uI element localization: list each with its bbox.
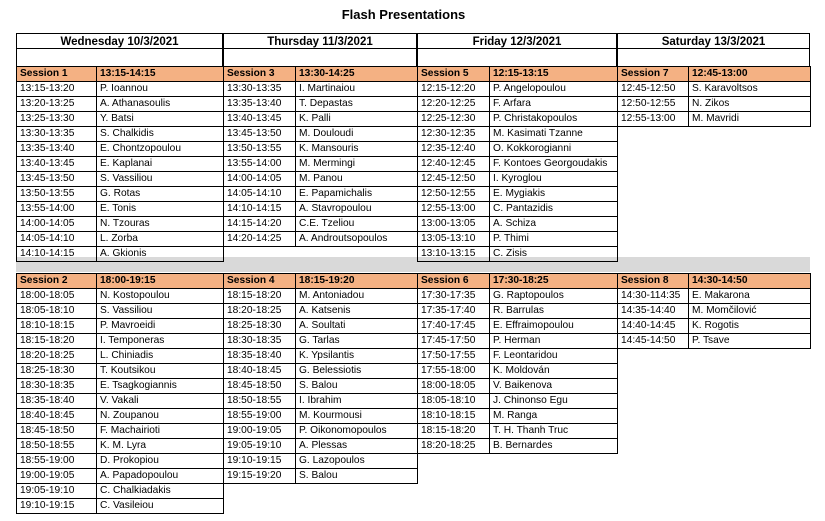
presenter-name: Y. Batsi	[97, 112, 224, 127]
day-header: Wednesday 10/3/2021	[16, 33, 223, 49]
slot-time: 18:30-18:35	[224, 334, 296, 349]
table-row	[618, 304, 811, 319]
presenter-name: F. Kontoes Georgoudakis	[490, 157, 618, 172]
slot-time: 18:05-18:10	[17, 304, 97, 319]
session-header-row	[17, 67, 224, 82]
table-row	[224, 304, 418, 319]
slot-time: 17:35-17:40	[418, 304, 490, 319]
presenter-name: E. Mygiakis	[490, 187, 618, 202]
slot-time: 13:10-13:15	[418, 247, 490, 262]
session-label: Session 2	[17, 274, 97, 289]
table-row	[418, 112, 618, 127]
column-border	[223, 49, 224, 66]
slot-time: 13:50-13:55	[224, 142, 296, 157]
slot-time: 17:40-17:45	[418, 319, 490, 334]
slot-time: 14:10-14:15	[17, 247, 97, 262]
column-border	[809, 49, 810, 66]
presenter-name: K. Palli	[296, 112, 418, 127]
column-border	[16, 49, 17, 66]
slot-time: 14:05-14:10	[224, 187, 296, 202]
slot-time: 17:55-18:00	[418, 364, 490, 379]
slot-time: 13:40-13:45	[17, 157, 97, 172]
slot-time: 12:55-13:00	[618, 112, 689, 127]
table-row	[224, 364, 418, 379]
slot-time: 18:40-18:45	[224, 364, 296, 379]
presenter-name: G. Belessiotis	[296, 364, 418, 379]
session-time-range: 18:15-19:20	[296, 274, 418, 289]
presenter-name: A. Papadopoulou	[97, 469, 224, 484]
slot-time: 13:05-13:10	[418, 232, 490, 247]
table-row	[17, 409, 224, 424]
table-row	[618, 112, 811, 127]
presenter-name: K. Mansouris	[296, 142, 418, 157]
presenter-name: N. Zikos	[689, 97, 811, 112]
presenter-name: G. Tarlas	[296, 334, 418, 349]
table-row	[224, 232, 418, 247]
slot-time: 13:25-13:30	[17, 112, 97, 127]
table-row	[418, 349, 618, 364]
slot-time: 12:45-12:50	[418, 172, 490, 187]
presenter-name: E. Effraimopoulou	[490, 319, 618, 334]
presenter-name: A. Stavropoulou	[296, 202, 418, 217]
slot-time: 18:00-18:05	[418, 379, 490, 394]
table-row	[17, 82, 224, 97]
session-block	[223, 273, 418, 484]
presenter-name: C.E. Tzeliou	[296, 217, 418, 232]
presenter-name: B. Bernardes	[490, 439, 618, 454]
table-row	[17, 364, 224, 379]
table-row	[418, 424, 618, 439]
table-row	[224, 334, 418, 349]
session-block	[417, 273, 618, 454]
session-block	[223, 66, 418, 247]
table-row	[17, 334, 224, 349]
presenter-name: I. Ibrahim	[296, 394, 418, 409]
presenter-name: M. Kasimati Tzanne	[490, 127, 618, 142]
table-row	[418, 217, 618, 232]
slot-time: 13:15-13:20	[17, 82, 97, 97]
table-row	[418, 364, 618, 379]
presenter-name: P. Herman	[490, 334, 618, 349]
presenter-name: M. Momčilović	[689, 304, 811, 319]
presenter-name: K. Moldován	[490, 364, 618, 379]
presenter-name: C. Pantazidis	[490, 202, 618, 217]
slot-time: 12:40-12:45	[418, 157, 490, 172]
presenter-name: S. Vassiliou	[97, 304, 224, 319]
slot-time: 18:15-18:20	[17, 334, 97, 349]
session-block	[16, 273, 224, 514]
presenter-name: C. Vasileiou	[97, 499, 224, 514]
slot-time: 13:35-13:40	[17, 142, 97, 157]
table-row	[17, 127, 224, 142]
session-time-range: 12:15-13:15	[490, 67, 618, 82]
table-row	[224, 187, 418, 202]
presenter-name: T. Koutsikou	[97, 364, 224, 379]
slot-time: 13:30-13:35	[224, 82, 296, 97]
table-row	[224, 97, 418, 112]
presenter-name: M. Kourmousi	[296, 409, 418, 424]
slot-time: 12:50-12:55	[618, 97, 689, 112]
presenter-name: T. Depastas	[296, 97, 418, 112]
table-row	[224, 157, 418, 172]
slot-time: 18:00-18:05	[17, 289, 97, 304]
slot-time: 19:00-19:05	[17, 469, 97, 484]
table-row	[17, 217, 224, 232]
table-row	[17, 304, 224, 319]
table-row	[224, 142, 418, 157]
slot-time: 19:10-19:15	[17, 499, 97, 514]
presenter-name: K. Ypsilantis	[296, 349, 418, 364]
table-row	[224, 379, 418, 394]
slot-time: 14:45-14:50	[618, 334, 689, 349]
table-row	[17, 424, 224, 439]
slot-time: 18:45-18:50	[224, 379, 296, 394]
session-header-row	[418, 67, 618, 82]
table-row	[418, 97, 618, 112]
table-row	[418, 82, 618, 97]
presenter-name: A. Gkionis	[97, 247, 224, 262]
slot-time: 19:15-19:20	[224, 469, 296, 484]
table-row	[418, 142, 618, 157]
presenter-name: G. Rotas	[97, 187, 224, 202]
presenter-name: A. Katsenis	[296, 304, 418, 319]
table-row	[17, 142, 224, 157]
session-block	[617, 66, 811, 127]
presenter-name: K. Rogotis	[689, 319, 811, 334]
slot-time: 13:00-13:05	[418, 217, 490, 232]
presenter-name: D. Prokopiou	[97, 454, 224, 469]
slot-time: 12:25-12:30	[418, 112, 490, 127]
presenter-name: L. Chiniadis	[97, 349, 224, 364]
presenter-name: G. Lazopoulos	[296, 454, 418, 469]
session-label: Session 3	[224, 67, 296, 82]
session-table	[617, 273, 811, 349]
presenter-name: M. Mermingi	[296, 157, 418, 172]
table-row	[224, 112, 418, 127]
slot-time: 18:55-19:00	[224, 409, 296, 424]
slot-time: 18:05-18:10	[418, 394, 490, 409]
slot-time: 14:40-14:45	[618, 319, 689, 334]
table-row	[418, 187, 618, 202]
column-border	[617, 49, 618, 66]
table-row	[418, 289, 618, 304]
day-header: Thursday 11/3/2021	[223, 33, 417, 49]
table-row	[17, 319, 224, 334]
presenter-name: S. Balou	[296, 379, 418, 394]
session-time-range: 14:30-14:50	[689, 274, 811, 289]
table-row	[618, 97, 811, 112]
table-row	[224, 424, 418, 439]
presenter-name: P. Ioannou	[97, 82, 224, 97]
session-header-row	[618, 67, 811, 82]
presenter-name: N. Tzouras	[97, 217, 224, 232]
slot-time: 13:50-13:55	[17, 187, 97, 202]
presenter-name: P. Angelopoulou	[490, 82, 618, 97]
table-row	[17, 439, 224, 454]
session-label: Session 6	[418, 274, 490, 289]
session-label: Session 1	[17, 67, 97, 82]
presenter-name: P. Oikonomopoulos	[296, 424, 418, 439]
session-label: Session 7	[618, 67, 689, 82]
presenter-name: M. Antoniadou	[296, 289, 418, 304]
table-row	[17, 97, 224, 112]
session-block	[16, 66, 224, 262]
table-row	[224, 454, 418, 469]
slot-time: 12:15-12:20	[418, 82, 490, 97]
slot-time: 14:35-14:40	[618, 304, 689, 319]
slot-time: 18:15-18:20	[224, 289, 296, 304]
presenter-name: V. Baikenova	[490, 379, 618, 394]
session-header-row	[418, 274, 618, 289]
presenter-name: S. Chalkidis	[97, 127, 224, 142]
presenter-name: P. Tsave	[689, 334, 811, 349]
table-row	[418, 394, 618, 409]
table-row	[618, 319, 811, 334]
presenter-name: G. Raptopoulos	[490, 289, 618, 304]
table-row	[224, 202, 418, 217]
table-row	[17, 172, 224, 187]
slot-time: 19:00-19:05	[224, 424, 296, 439]
slot-time: 14:20-14:25	[224, 232, 296, 247]
table-row	[618, 289, 811, 304]
slot-time: 19:10-19:15	[224, 454, 296, 469]
presenter-name: C. Chalkiadakis	[97, 484, 224, 499]
presenter-name: S. Vassiliou	[97, 172, 224, 187]
table-row	[418, 379, 618, 394]
session-header-row	[17, 274, 224, 289]
slot-time: 13:55-14:00	[224, 157, 296, 172]
table-row	[17, 232, 224, 247]
slot-time: 18:10-18:15	[17, 319, 97, 334]
presenter-name: P. Thimi	[490, 232, 618, 247]
presenter-name: S. Karavoltsos	[689, 82, 811, 97]
slot-time: 17:50-17:55	[418, 349, 490, 364]
column-border	[417, 49, 418, 66]
presenter-name: A. Schiza	[490, 217, 618, 232]
slot-time: 18:55-19:00	[17, 454, 97, 469]
table-row	[17, 379, 224, 394]
slot-time: 14:00-14:05	[224, 172, 296, 187]
presenter-name: A. Athanasoulis	[97, 97, 224, 112]
session-table	[16, 66, 224, 262]
table-row	[17, 484, 224, 499]
session-time-range: 13:30-14:25	[296, 67, 418, 82]
table-row	[418, 172, 618, 187]
table-row	[17, 202, 224, 217]
table-row	[224, 439, 418, 454]
table-row	[618, 334, 811, 349]
presenter-name: M. Douloudi	[296, 127, 418, 142]
slot-time: 13:45-13:50	[224, 127, 296, 142]
table-row	[224, 469, 418, 484]
table-row	[17, 112, 224, 127]
table-row	[224, 172, 418, 187]
slot-time: 19:05-19:10	[17, 484, 97, 499]
slot-time: 18:20-18:25	[17, 349, 97, 364]
slot-time: 18:35-18:40	[224, 349, 296, 364]
table-row	[17, 499, 224, 514]
table-row	[17, 454, 224, 469]
table-row	[224, 409, 418, 424]
slot-time: 14:00-14:05	[17, 217, 97, 232]
presenter-name: F. Leontaridou	[490, 349, 618, 364]
presenter-name: M. Panou	[296, 172, 418, 187]
presenter-name: E. Makarona	[689, 289, 811, 304]
table-row	[224, 319, 418, 334]
slot-time: 12:20-12:25	[418, 97, 490, 112]
table-row	[224, 394, 418, 409]
presenter-name: I. Temponeras	[97, 334, 224, 349]
session-table	[417, 66, 618, 262]
presenter-name: P. Christakopoulos	[490, 112, 618, 127]
presenter-name: T. H. Thanh Truc	[490, 424, 618, 439]
session-block	[417, 66, 618, 262]
slot-time: 14:15-14:20	[224, 217, 296, 232]
presenter-name: E. Chontzopoulou	[97, 142, 224, 157]
table-row	[17, 157, 224, 172]
presenter-name: E. Tsagkogiannis	[97, 379, 224, 394]
table-row	[17, 289, 224, 304]
presenter-name: M. Mavridi	[689, 112, 811, 127]
presenter-name: F. Machairioti	[97, 424, 224, 439]
schedule-grid	[16, 33, 810, 511]
session-table	[223, 273, 418, 484]
slot-time: 13:45-13:50	[17, 172, 97, 187]
session-time-range: 12:45-13:00	[689, 67, 811, 82]
slot-time: 18:20-18:25	[224, 304, 296, 319]
slot-time: 18:45-18:50	[17, 424, 97, 439]
slot-time: 18:50-18:55	[17, 439, 97, 454]
session-label: Session 4	[224, 274, 296, 289]
slot-time: 13:20-13:25	[17, 97, 97, 112]
presenter-name: S. Balou	[296, 469, 418, 484]
presenter-name: M. Ranga	[490, 409, 618, 424]
table-row	[418, 439, 618, 454]
session-label: Session 5	[418, 67, 490, 82]
presenter-name: V. Vakali	[97, 394, 224, 409]
session-table	[16, 273, 224, 514]
presenter-name: A. Soultati	[296, 319, 418, 334]
table-row	[418, 319, 618, 334]
session-time-range: 13:15-14:15	[97, 67, 224, 82]
table-row	[224, 289, 418, 304]
day-header: Saturday 13/3/2021	[617, 33, 810, 49]
slot-time: 12:45-12:50	[618, 82, 689, 97]
table-row	[17, 394, 224, 409]
slot-time: 18:25-18:30	[224, 319, 296, 334]
slot-time: 12:35-12:40	[418, 142, 490, 157]
presenter-name: E. Tonis	[97, 202, 224, 217]
session-time-range: 18:00-19:15	[97, 274, 224, 289]
session-label: Session 8	[618, 274, 689, 289]
table-row	[418, 409, 618, 424]
session-table	[417, 273, 618, 454]
presenter-name: C. Zisis	[490, 247, 618, 262]
slot-time: 18:25-18:30	[17, 364, 97, 379]
slot-time: 18:40-18:45	[17, 409, 97, 424]
table-row	[17, 349, 224, 364]
page-title	[0, 7, 807, 22]
session-table	[617, 66, 811, 127]
slot-time: 14:05-14:10	[17, 232, 97, 247]
table-row	[17, 187, 224, 202]
table-row	[418, 127, 618, 142]
slot-time: 12:55-13:00	[418, 202, 490, 217]
presenter-name: N. Kostopoulou	[97, 289, 224, 304]
table-row	[418, 247, 618, 262]
presenter-name: J. Chinonso Egu	[490, 394, 618, 409]
slot-time: 18:15-18:20	[418, 424, 490, 439]
slot-time: 18:35-18:40	[17, 394, 97, 409]
presenter-name: N. Zoupanou	[97, 409, 224, 424]
presenter-name: E. Papamichalis	[296, 187, 418, 202]
presenter-name: R. Barrulas	[490, 304, 618, 319]
presenter-name: A. Androutsopoulos	[296, 232, 418, 247]
presenter-name: I. Martinaiou	[296, 82, 418, 97]
table-row	[418, 202, 618, 217]
session-header-row	[224, 67, 418, 82]
slot-time: 14:10-14:15	[224, 202, 296, 217]
page-title-text: Flash Presentations	[341, 7, 466, 22]
table-row	[17, 247, 224, 262]
table-row	[418, 232, 618, 247]
slot-time: 13:55-14:00	[17, 202, 97, 217]
table-row	[224, 82, 418, 97]
presenter-name: F. Arfara	[490, 97, 618, 112]
session-block	[617, 273, 811, 349]
table-row	[418, 157, 618, 172]
session-header-row	[618, 274, 811, 289]
table-row	[224, 349, 418, 364]
day-header: Friday 12/3/2021	[417, 33, 617, 49]
presenter-name: I. Kyroglou	[490, 172, 618, 187]
slot-time: 17:45-17:50	[418, 334, 490, 349]
slot-time: 13:40-13:45	[224, 112, 296, 127]
presenter-name: O. Kokkorogianni	[490, 142, 618, 157]
table-row	[17, 469, 224, 484]
slot-time: 18:20-18:25	[418, 439, 490, 454]
presenter-name: K. M. Lyra	[97, 439, 224, 454]
slot-time: 17:30-17:35	[418, 289, 490, 304]
presenter-name: A. Plessas	[296, 439, 418, 454]
slot-time: 12:30-12:35	[418, 127, 490, 142]
presenter-name: E. Kaplanai	[97, 157, 224, 172]
slot-time: 19:05-19:10	[224, 439, 296, 454]
table-row	[418, 304, 618, 319]
slot-time: 18:10-18:15	[418, 409, 490, 424]
presenter-name: P. Mavroeidi	[97, 319, 224, 334]
table-row	[224, 127, 418, 142]
table-row	[224, 217, 418, 232]
table-row	[418, 334, 618, 349]
table-row	[618, 82, 811, 97]
slot-time: 12:50-12:55	[418, 187, 490, 202]
slot-time: 14:30-114:35	[618, 289, 689, 304]
session-time-range: 17:30-18:25	[490, 274, 618, 289]
session-table	[223, 66, 418, 247]
presenter-name: L. Zorba	[97, 232, 224, 247]
slot-time: 18:50-18:55	[224, 394, 296, 409]
slot-time: 13:35-13:40	[224, 97, 296, 112]
slot-time: 18:30-18:35	[17, 379, 97, 394]
session-header-row	[224, 274, 418, 289]
slot-time: 13:30-13:35	[17, 127, 97, 142]
